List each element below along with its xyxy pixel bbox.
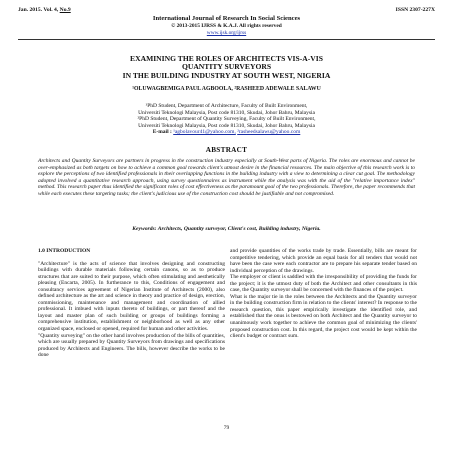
abstract-heading: ABSTRACT (205, 146, 248, 154)
title-line: EXAMINING THE ROLES OF ARCHITECTS VIS-A-VIS (130, 54, 323, 63)
body-paragraph: What is the major tie in the roles between the Architects and the Quantity surveyor in the building construction firm in relation to the clients' interest? In response to the research question, this paper empirically investigate the identified role, and established that the onus is bestowed on both Architect and the Quantity surveyor to unanimously work together to achieve the common goal of minimizing the clients' proposed construction cost. In this regard, the project cost would be kept within the client's budget or contract sum. (230, 293, 417, 340)
authors: ¹OLUWAGBEMIGA PAUL AGBOOLA, ²RASHEED ADEWALE SALAWU (132, 86, 321, 92)
email-link-1[interactable]: ¹agbolavour41@yahoo.com, (173, 129, 236, 136)
issue-number: No.9 (59, 7, 71, 13)
issn: ISSN 2307-227X (395, 7, 435, 13)
affiliation-line: Universiti Teknologi Malaysia, Post code 81310, Skudai, Johor Bahru, Malaysia (138, 122, 315, 129)
title-line: QUANTITY SURVEYORS (181, 62, 272, 72)
affiliation-line: ¹PhD Student, Department of Architecture, Faculty of Built Environment, (145, 103, 308, 109)
body-paragraph: "Architecture" is the acts of science that involves designing and constructing buildings with durable materials following certain canons, so as to produce structures that are suited to their purpose, which often stimulating and aesthetically pleasing (Encarta, 2005). In furtherance to this, Conditions of engagement and consultancy services agreement of Nigerian Institute of Architects (2000), also defined architecture as the art and science in theory and practice of design, erection, commissioning, maintenance and management and coordination of allied professional. It imbued with inputs thereto of buildings, or part thereof and the layout and master plan of such building or groups of buildings forming a comprehensive institution, establishment or neighborhood as well as any other organized space, enclosed or opened, required for human and other activities. (38, 260, 225, 333)
journal-url-link[interactable]: www.ijsk.org/ijrss (206, 30, 247, 36)
affiliations (0, 103, 453, 136)
abstract-text: Architects and Quantity Surveyors are partners in progress in the construction industry especially at South-West parts of Nigeria. The roles are enormous and cannot be over-emphasized as both targets on how to achieve a common goal towards client's utmost desire in the financial resources. The main objective of this research work is to explore the perceptions of two identified professionals in their overlapping functions in the building industry with a view to determining a clear cut goal. The methodology adopted involved a quantitative research approach, using survey questionnaires as instrument while the analysis was with the aid of the "relative importance index" method. This research paper thus identified the significant roles of cost effectiveness as the paramount goal of the two professionals. Therefore, the paper recommends that while each executes these targeting tasks; the client's judicious use of the construction cost should be justifiable and not compromised. (38, 158, 415, 197)
journal-name: International Journal of Research In Social Sciences (152, 15, 301, 22)
email-link-2[interactable]: ²rasheedsalawu@yahoo.com (237, 129, 301, 136)
page-number: 79 (223, 425, 230, 431)
copyright-line: © 2013-2015 IJRSS & K.A.J. All rights reserved (171, 23, 282, 29)
left-column (38, 248, 225, 359)
title-line: IN THE BUILDING INDUSTRY AT SOUTH WEST, NIGERIA (122, 70, 331, 80)
header-divider (18, 39, 435, 40)
body-paragraph: "Quantity surveying" on the other hand involves production of the bills of quantities, which are usually prepared by Quantity Surveyors from drawings and specifications produced by Architects and Engineers. The bills, however describe the works to be done (38, 332, 225, 359)
paper-title (30, 55, 423, 80)
section-heading: 1.0 INTRODUCTION (38, 248, 91, 254)
body-paragraph: The employer or client is saddled with the irresponsibility of providing the funds for the project; it is the utmost duty of both the Architect and other consultants in this case, the Quantity surveyor shall be concerned with the finances of the project. (230, 274, 417, 294)
right-column (230, 248, 417, 340)
email-line (0, 129, 453, 136)
affiliation-line: Universiti Teknologi Malaysia, Post code 81310, Skudai, Johor Bahru, Malaysia (138, 109, 315, 116)
email-label: E-mail : (152, 129, 172, 136)
journal-header (18, 6, 435, 15)
keywords: Keywords: Architects, Quantity surveyor, Client's cost, Building industry, Nigeria. (132, 226, 321, 232)
issue-info: Jan. 2015. Vol. 4, No.9 (18, 7, 71, 13)
body-paragraph: and provide quantities of the works trade by trade. Essentially, bills are meant for competitive tendering, which provide an equal basis for all tenders that would not have been the case were each contractor are to prepare his separate tender based on individual perception of the drawings. (230, 248, 417, 274)
affiliation-line: ²PhD Student, Department of Quantity Surveying, Faculty of Built Environment, (137, 116, 316, 123)
